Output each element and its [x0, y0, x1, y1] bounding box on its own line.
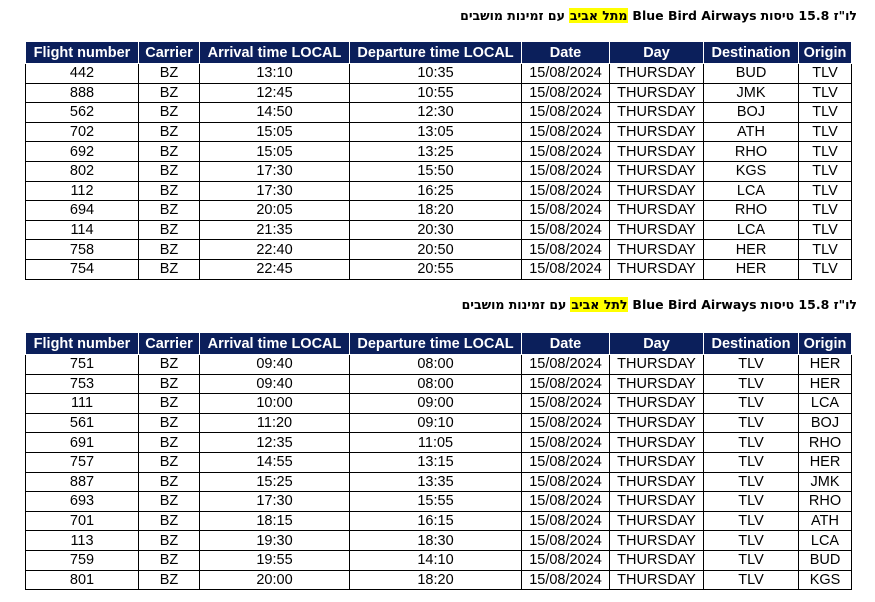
origin-cell: BUD: [799, 550, 852, 570]
flight-number-cell: 114: [26, 220, 139, 240]
departure-time-cell: 13:25: [350, 142, 522, 162]
origin-cell: LCA: [799, 394, 852, 414]
arrival-time-cell: 13:10: [200, 64, 350, 84]
day-cell: THURSDAY: [610, 161, 704, 181]
carrier-cell: BZ: [139, 531, 200, 551]
origin-cell: LCA: [799, 531, 852, 551]
destination-cell: RHO: [704, 201, 799, 221]
carrier-cell: BZ: [139, 394, 200, 414]
table-row: [26, 550, 852, 570]
arrival-time-cell: 17:30: [200, 181, 350, 201]
origin-cell: ATH: [799, 511, 852, 531]
arrival-time-cell: 14:50: [200, 103, 350, 123]
table-row: [26, 413, 852, 433]
table-body: [26, 355, 852, 590]
destination-cell: BOJ: [704, 103, 799, 123]
arrival-time-cell: 22:40: [200, 240, 350, 260]
day-cell: THURSDAY: [610, 83, 704, 103]
day-cell: THURSDAY: [610, 220, 704, 240]
flight-number-cell: 887: [26, 472, 139, 492]
day-cell: THURSDAY: [610, 259, 704, 279]
departure-time-cell: 18:20: [350, 201, 522, 221]
origin-cell: JMK: [799, 472, 852, 492]
carrier-cell: BZ: [139, 433, 200, 453]
origin-cell: TLV: [799, 240, 852, 260]
day-cell: THURSDAY: [610, 394, 704, 414]
flight-number-cell: 692: [26, 142, 139, 162]
heading-suffix: עם זמינות מושבים: [460, 8, 565, 23]
arrival-time-cell: 20:05: [200, 201, 350, 221]
departure-time-cell: 20:55: [350, 259, 522, 279]
destination-cell: TLV: [704, 472, 799, 492]
date-cell: 15/08/2024: [522, 259, 610, 279]
arrival-time-cell: 09:40: [200, 374, 350, 394]
origin-cell: BOJ: [799, 413, 852, 433]
departure-time-cell: 13:35: [350, 472, 522, 492]
arrival-time-cell: 19:55: [200, 550, 350, 570]
carrier-cell: BZ: [139, 220, 200, 240]
arrival-time-cell: 10:00: [200, 394, 350, 414]
carrier-cell: BZ: [139, 64, 200, 84]
table-row: [26, 240, 852, 260]
flight-number-cell: 801: [26, 570, 139, 590]
origin-cell: TLV: [799, 103, 852, 123]
origin-cell: TLV: [799, 83, 852, 103]
column-header: Destination: [704, 333, 799, 355]
heading-highlight: מתל אביב: [569, 8, 628, 23]
arrival-time-cell: 14:55: [200, 452, 350, 472]
day-cell: THURSDAY: [610, 472, 704, 492]
table-row: [26, 433, 852, 453]
departure-time-cell: 11:05: [350, 433, 522, 453]
arrival-time-cell: 15:05: [200, 142, 350, 162]
day-cell: THURSDAY: [610, 452, 704, 472]
day-cell: THURSDAY: [610, 103, 704, 123]
column-header: Origin: [799, 42, 852, 64]
departure-time-cell: 14:10: [350, 550, 522, 570]
origin-cell: TLV: [799, 181, 852, 201]
carrier-cell: BZ: [139, 83, 200, 103]
flight-number-cell: 753: [26, 374, 139, 394]
departure-time-cell: 20:30: [350, 220, 522, 240]
day-cell: THURSDAY: [610, 413, 704, 433]
flight-number-cell: 888: [26, 83, 139, 103]
table-row: [26, 394, 852, 414]
origin-cell: HER: [799, 355, 852, 375]
column-header: Carrier: [139, 333, 200, 355]
flight-number-cell: 759: [26, 550, 139, 570]
departure-time-cell: 16:15: [350, 511, 522, 531]
table-row: [26, 492, 852, 512]
heading-airline: Blue Bird Airways: [632, 297, 757, 312]
date-cell: 15/08/2024: [522, 240, 610, 260]
column-header: Flight number: [26, 333, 139, 355]
origin-cell: TLV: [799, 220, 852, 240]
destination-cell: RHO: [704, 142, 799, 162]
flight-number-cell: 758: [26, 240, 139, 260]
destination-cell: BUD: [704, 64, 799, 84]
table-row: [26, 103, 852, 123]
arrival-time-cell: 15:05: [200, 122, 350, 142]
day-cell: THURSDAY: [610, 181, 704, 201]
flight-number-cell: 802: [26, 161, 139, 181]
date-cell: 15/08/2024: [522, 181, 610, 201]
date-cell: 15/08/2024: [522, 374, 610, 394]
column-header: Date: [522, 42, 610, 64]
date-cell: 15/08/2024: [522, 472, 610, 492]
date-cell: 15/08/2024: [522, 492, 610, 512]
origin-cell: HER: [799, 452, 852, 472]
column-header: Arrival time LOCAL: [200, 42, 350, 64]
arrival-time-cell: 21:35: [200, 220, 350, 240]
flight-number-cell: 701: [26, 511, 139, 531]
date-cell: 15/08/2024: [522, 122, 610, 142]
column-header: Carrier: [139, 42, 200, 64]
heading-prefix: לו"ז 15.8 טיסות: [760, 297, 857, 312]
day-cell: THURSDAY: [610, 511, 704, 531]
table-row: [26, 83, 852, 103]
date-cell: 15/08/2024: [522, 83, 610, 103]
day-cell: THURSDAY: [610, 201, 704, 221]
arrival-time-cell: 20:00: [200, 570, 350, 590]
table-row: [26, 452, 852, 472]
table-row: [26, 201, 852, 221]
column-header: Origin: [799, 333, 852, 355]
flight-number-cell: 111: [26, 394, 139, 414]
column-header: Departure time LOCAL: [350, 42, 522, 64]
day-cell: THURSDAY: [610, 122, 704, 142]
arrival-time-cell: 12:35: [200, 433, 350, 453]
flight-number-cell: 702: [26, 122, 139, 142]
departure-time-cell: 13:15: [350, 452, 522, 472]
column-header: Departure time LOCAL: [350, 333, 522, 355]
destination-cell: KGS: [704, 161, 799, 181]
schedule-heading-arrivals: [462, 297, 857, 312]
table-row: [26, 511, 852, 531]
carrier-cell: BZ: [139, 201, 200, 221]
departure-time-cell: 09:10: [350, 413, 522, 433]
destination-cell: HER: [704, 259, 799, 279]
destination-cell: TLV: [704, 492, 799, 512]
departure-time-cell: 20:50: [350, 240, 522, 260]
carrier-cell: BZ: [139, 240, 200, 260]
destination-cell: TLV: [704, 511, 799, 531]
day-cell: THURSDAY: [610, 433, 704, 453]
destination-cell: TLV: [704, 531, 799, 551]
table-row: [26, 142, 852, 162]
arrival-time-cell: 12:45: [200, 83, 350, 103]
date-cell: 15/08/2024: [522, 511, 610, 531]
arrival-time-cell: 15:25: [200, 472, 350, 492]
table-header: [26, 42, 852, 64]
destination-cell: TLV: [704, 374, 799, 394]
day-cell: THURSDAY: [610, 240, 704, 260]
date-cell: 15/08/2024: [522, 64, 610, 84]
arrival-time-cell: 11:20: [200, 413, 350, 433]
carrier-cell: BZ: [139, 142, 200, 162]
date-cell: 15/08/2024: [522, 570, 610, 590]
carrier-cell: BZ: [139, 472, 200, 492]
table-row: [26, 181, 852, 201]
destination-cell: TLV: [704, 413, 799, 433]
carrier-cell: BZ: [139, 570, 200, 590]
carrier-cell: BZ: [139, 259, 200, 279]
origin-cell: KGS: [799, 570, 852, 590]
carrier-cell: BZ: [139, 122, 200, 142]
flight-number-cell: 442: [26, 64, 139, 84]
heading-suffix: עם זמינות מושבים: [461, 297, 567, 312]
day-cell: THURSDAY: [610, 550, 704, 570]
carrier-cell: BZ: [139, 413, 200, 433]
carrier-cell: BZ: [139, 103, 200, 123]
arrival-time-cell: 22:45: [200, 259, 350, 279]
destination-cell: TLV: [704, 570, 799, 590]
destination-cell: LCA: [704, 181, 799, 201]
destination-cell: JMK: [704, 83, 799, 103]
table-row: [26, 374, 852, 394]
day-cell: THURSDAY: [610, 492, 704, 512]
carrier-cell: BZ: [139, 374, 200, 394]
heading-airline: Blue Bird Airways: [632, 8, 757, 23]
table-row: [26, 122, 852, 142]
carrier-cell: BZ: [139, 550, 200, 570]
date-cell: 15/08/2024: [522, 433, 610, 453]
carrier-cell: BZ: [139, 511, 200, 531]
departure-time-cell: 13:05: [350, 122, 522, 142]
origin-cell: TLV: [799, 201, 852, 221]
flight-number-cell: 754: [26, 259, 139, 279]
origin-cell: TLV: [799, 161, 852, 181]
origin-cell: TLV: [799, 122, 852, 142]
date-cell: 15/08/2024: [522, 413, 610, 433]
destination-cell: TLV: [704, 355, 799, 375]
arrivals-table: [25, 332, 852, 590]
destination-cell: TLV: [704, 452, 799, 472]
origin-cell: RHO: [799, 492, 852, 512]
table-row: [26, 64, 852, 84]
header-row: [26, 333, 852, 355]
date-cell: 15/08/2024: [522, 220, 610, 240]
column-header: Day: [610, 42, 704, 64]
origin-cell: HER: [799, 374, 852, 394]
origin-cell: TLV: [799, 142, 852, 162]
departure-time-cell: 08:00: [350, 355, 522, 375]
date-cell: 15/08/2024: [522, 142, 610, 162]
departure-time-cell: 18:20: [350, 570, 522, 590]
date-cell: 15/08/2024: [522, 550, 610, 570]
column-header: Arrival time LOCAL: [200, 333, 350, 355]
departure-time-cell: 12:30: [350, 103, 522, 123]
departures-table: [25, 41, 852, 280]
schedule-heading-departures: [460, 8, 857, 23]
table-row: [26, 259, 852, 279]
table-row: [26, 161, 852, 181]
flight-number-cell: 691: [26, 433, 139, 453]
column-header: Day: [610, 333, 704, 355]
table-body: [26, 64, 852, 280]
heading-highlight: לתל אביב: [571, 297, 628, 312]
destination-cell: LCA: [704, 220, 799, 240]
carrier-cell: BZ: [139, 161, 200, 181]
table-row: [26, 355, 852, 375]
destination-cell: TLV: [704, 394, 799, 414]
flight-number-cell: 694: [26, 201, 139, 221]
destination-cell: HER: [704, 240, 799, 260]
column-header: Flight number: [26, 42, 139, 64]
arrival-time-cell: 09:40: [200, 355, 350, 375]
day-cell: THURSDAY: [610, 355, 704, 375]
destination-cell: TLV: [704, 550, 799, 570]
departure-time-cell: 10:55: [350, 83, 522, 103]
flight-number-cell: 113: [26, 531, 139, 551]
heading-prefix: לו"ז 15.8 טיסות: [760, 8, 857, 23]
date-cell: 15/08/2024: [522, 355, 610, 375]
origin-cell: TLV: [799, 259, 852, 279]
flight-number-cell: 693: [26, 492, 139, 512]
arrival-time-cell: 17:30: [200, 161, 350, 181]
day-cell: THURSDAY: [610, 374, 704, 394]
departure-time-cell: 15:55: [350, 492, 522, 512]
departure-time-cell: 08:00: [350, 374, 522, 394]
carrier-cell: BZ: [139, 492, 200, 512]
day-cell: THURSDAY: [610, 570, 704, 590]
arrival-time-cell: 17:30: [200, 492, 350, 512]
date-cell: 15/08/2024: [522, 161, 610, 181]
arrival-time-cell: 18:15: [200, 511, 350, 531]
header-row: [26, 42, 852, 64]
carrier-cell: BZ: [139, 355, 200, 375]
flight-number-cell: 562: [26, 103, 139, 123]
date-cell: 15/08/2024: [522, 103, 610, 123]
departure-time-cell: 15:50: [350, 161, 522, 181]
date-cell: 15/08/2024: [522, 531, 610, 551]
departure-time-cell: 10:35: [350, 64, 522, 84]
date-cell: 15/08/2024: [522, 452, 610, 472]
day-cell: THURSDAY: [610, 531, 704, 551]
day-cell: THURSDAY: [610, 142, 704, 162]
column-header: Destination: [704, 42, 799, 64]
column-header: Date: [522, 333, 610, 355]
table-row: [26, 472, 852, 492]
departure-time-cell: 09:00: [350, 394, 522, 414]
origin-cell: TLV: [799, 64, 852, 84]
destination-cell: TLV: [704, 433, 799, 453]
flight-number-cell: 112: [26, 181, 139, 201]
table-row: [26, 531, 852, 551]
flight-number-cell: 757: [26, 452, 139, 472]
departure-time-cell: 18:30: [350, 531, 522, 551]
table-row: [26, 220, 852, 240]
table-row: [26, 570, 852, 590]
carrier-cell: BZ: [139, 452, 200, 472]
date-cell: 15/08/2024: [522, 394, 610, 414]
flight-number-cell: 751: [26, 355, 139, 375]
arrival-time-cell: 19:30: [200, 531, 350, 551]
day-cell: THURSDAY: [610, 64, 704, 84]
destination-cell: ATH: [704, 122, 799, 142]
origin-cell: RHO: [799, 433, 852, 453]
departure-time-cell: 16:25: [350, 181, 522, 201]
flight-number-cell: 561: [26, 413, 139, 433]
carrier-cell: BZ: [139, 181, 200, 201]
table-header: [26, 333, 852, 355]
date-cell: 15/08/2024: [522, 201, 610, 221]
